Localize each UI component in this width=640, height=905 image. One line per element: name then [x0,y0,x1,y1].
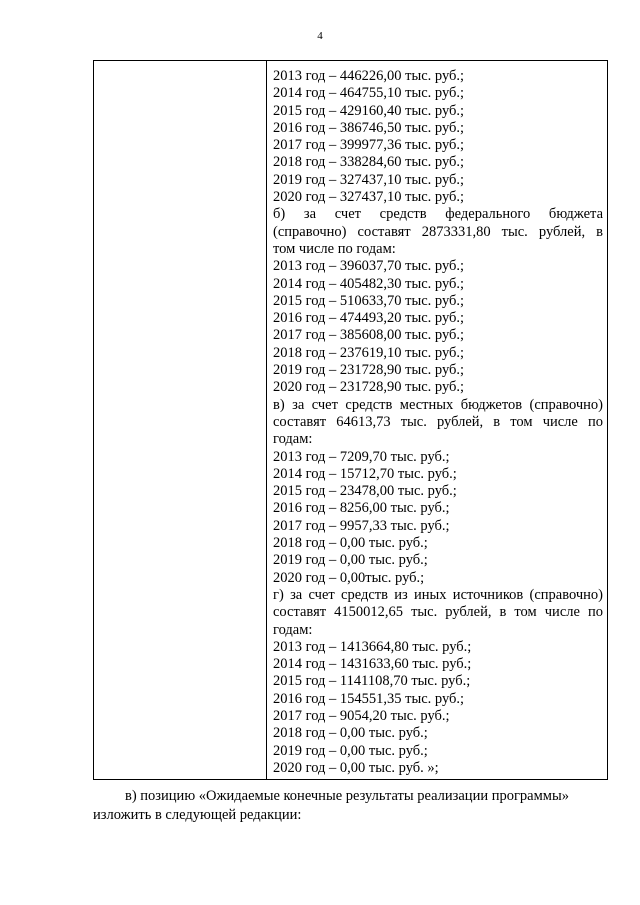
paragraph-line: в) позицию «Ожидаемые конечные результаты реализации программы» [125,788,569,804]
list-item: 2013 год – 446226,00 тыс. руб.; [273,68,465,84]
list-item: 2017 год – 399977,36 тыс. руб.; [273,137,465,154]
list-item: 2016 год – 154551,35 тыс. руб.; [273,690,465,707]
paragraph-line: составят 64613,73 тыс. рублей, в том числе по [273,413,603,430]
list-item: 2015 год – 429160,40 тыс. руб.; [273,102,465,119]
list-item: 2020 год – 0,00 тыс. руб. »; [273,759,439,776]
other-heading [273,587,603,639]
list-item: 2017 год – 9054,20 тыс. руб.; [273,707,450,724]
list-item: 2014 год – 405482,30 тыс. руб.; [273,275,465,292]
list-item: 2020 год – 0,00тыс. руб.; [273,569,425,586]
list-item: 2013 год – 396037,70 тыс. руб.; [273,258,465,275]
list-item: 2019 год – 327437,10 тыс. руб.; [273,171,465,188]
list-item: 2016 год – 386746,50 тыс. руб.; [273,119,465,136]
list-item: 2014 год – 1431633,60 тыс. руб.; [273,656,472,673]
list-item: 2020 год – 327437,10 тыс. руб.; [273,189,465,206]
paragraph-line: годам: [273,621,313,638]
list-item: 2018 год – 0,00 тыс. руб.; [273,535,428,552]
funding-table [93,60,608,780]
other-list [273,639,603,777]
paragraph-line: том числе по годам: [273,240,396,257]
local-list [273,449,603,587]
list-item: 2013 год – 7209,70 тыс. руб.; [273,448,450,465]
list-item: 2015 год – 1141108,70 тыс. руб.; [273,673,471,690]
paragraph-line: составят 4150012,65 тыс. рублей, в том числе по [273,604,603,621]
paragraph-line: годам: [273,431,313,448]
federal-list [273,258,603,396]
list-item: 2019 год – 0,00 тыс. руб.; [273,742,428,759]
local-heading [273,397,603,449]
list-item: 2019 год – 0,00 тыс. руб.; [273,552,428,569]
list-item: 2016 год – 8256,00 тыс. руб.; [273,500,450,517]
list-item: 2018 год – 0,00 тыс. руб.; [273,725,428,742]
regional-list [273,68,603,206]
list-item: 2017 год – 9957,33 тыс. руб.; [273,517,450,534]
list-item: 2019 год – 231728,90 тыс. руб.; [273,362,465,379]
list-item: 2015 год – 510633,70 тыс. руб.; [273,292,465,309]
list-item: 2017 год – 385608,00 тыс. руб.; [273,327,465,344]
column-divider [266,61,267,779]
paragraph-line: в) за счет средств местных бюджетов (справочно) [273,396,603,413]
list-item: 2020 год – 231728,90 тыс. руб.; [273,379,465,396]
list-item: 2014 год – 464755,10 тыс. руб.; [273,85,465,102]
list-item: 2013 год – 1413664,80 тыс. руб.; [273,638,472,655]
list-item: 2015 год – 23478,00 тыс. руб.; [273,483,457,500]
federal-heading [273,206,603,258]
paragraph-line: б) за счет средств федерального бюджета [273,206,603,223]
list-item: 2018 год – 338284,60 тыс. руб.; [273,154,465,171]
paragraph-line: изложить в следующей редакции: [93,807,302,823]
paragraph-line: г) за счет средств из иных источников (справочно) [273,586,603,603]
after-table-paragraph [93,787,608,825]
funding-cell [273,68,603,777]
list-item: 2014 год – 15712,70 тыс. руб.; [273,465,457,482]
page-number: 4 [317,30,323,42]
list-item: 2018 год – 237619,10 тыс. руб.; [273,344,465,361]
paragraph-line: (справочно) составят 2873331,80 тыс. рублей, в [273,223,603,240]
list-item: 2016 год – 474493,20 тыс. руб.; [273,310,465,327]
